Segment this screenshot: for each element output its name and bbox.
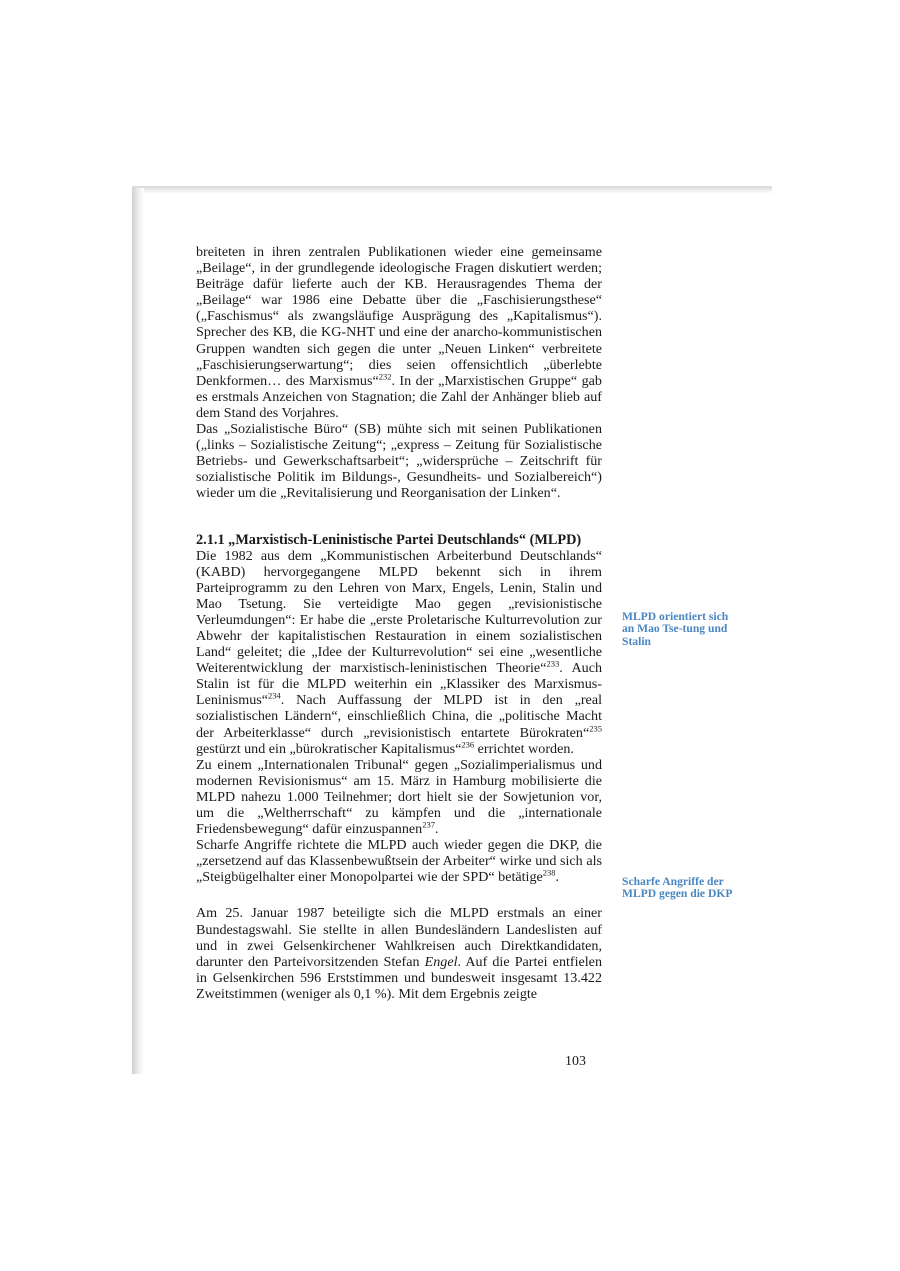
text-run: . In der „Marxistischen Gruppe“ gab es erstmals Anzeichen von Stagnation; die Zahl der Anhänger blieb auf dem Stand des Vorjahres. (196, 372, 602, 421)
text-run: gestürzt und ein „bürokratischer Kapitalismus“ (196, 740, 462, 757)
margin-note-mlpd-mao: MLPD orientiert sich an Mao Tse-tung und Stalin (622, 610, 729, 648)
footnote-marker: 236 (461, 738, 475, 749)
main-text-column (196, 244, 602, 1002)
text-run: Das „Sozialistische Büro“ (SB) mühte sich mit seinen Publikationen („links – Sozialistische Zeitung“; „express – Zeitung für Sozialistische Betriebs- und Gewerkschaftsarbeit“; „widersprüche – Zeitschrift für sozialistische Politik im Bildungs-, Gesundheits- und Sozialbereich“) wieder um die „Revitalisierung und Reorganisation der Linken“. (196, 421, 602, 502)
text-run: Scharfe Angriffe richtete die MLPD auch wieder gegen die DKP, die „zersetzend auf das Klassenbewußtsein der Arbeiter“ wirke und sich als „Steigbügelhalter einer Monopolpartei wie der SPD“ betätige (196, 837, 602, 886)
footnote-marker: 234 (268, 690, 281, 701)
text-run: Zu einem „Internationalen Tribunal“ gegen „Sozialimperialismus und modernen Revisionismus“ am 15. März in Hamburg mobilisierte die MLPD nahezu 1.000 Teilnehmer; dort hielt sie der Sowjetunion vor, um die „Weltherrschaft“ zu kämpfen und die „internationale Friedensbewegung“ dafür einzuspannen (196, 756, 602, 838)
scan-page-edge-top (132, 186, 772, 194)
section-heading: 2.1.1 „Marxistisch-Leninistische Partei Deutschlands“ (MLPD) (196, 531, 582, 548)
text-run: . (434, 821, 439, 838)
page-number: 103 (565, 1054, 586, 1069)
section-paragraph-1 (196, 548, 602, 757)
text-run: Am 25. Januar 1987 beteiligte sich die MLPD erstmals an einer Bundestagswahl. Sie stellte in allen Bundesländern Landeslisten auf und in zwei Gelsenkirchener Wahlkreisen auch Direktkandidaten, darunter den Parteivorsitzenden Stefan (196, 905, 602, 970)
text-run: . Auf die Partei entfielen in Gelsenkirchen 596 Erststimmen und bundesweit insgesamt 13.422 Zweitstimmen (weniger als 0,1 %). Mit dem Ergebnis zeigte (196, 953, 602, 1002)
paragraph-2 (196, 421, 602, 501)
footnote-marker: 233 (546, 658, 560, 669)
text-run: . (555, 869, 560, 886)
text-run: Die 1982 aus dem „Kommunistischen Arbeiterbund Deutschlands“ (KABD) hervorgegangene MLPD bekennt sich in ihrem Parteiprogramm zu den Lehren von Marx, Engels, Lenin, Stalin und Mao Tsetung. Sie verteidigte Mao gegen „revisionistische Verleumdungen“: Er habe die „erste Proletarische Kulturrevolution zur Abwehr der kapitalistischen Restauration in einem sozialistischen Land“ geleitet; die „Idee der Kulturrevolution“ sei eine „wesentliche Weiterentwicklung der marxistisch-leninistischen Theorie“ (196, 547, 602, 677)
footnote-marker: 237 (422, 819, 435, 830)
section-paragraph-4 (196, 905, 602, 1002)
text-run: errichtet worden. (474, 740, 574, 757)
emphasized-name: Engel (424, 953, 458, 970)
text-run: breiteten in ihren zentralen Publikationen wieder eine gemeinsame „Beilage“, in der grundlegende ideologische Fragen diskutiert werden; Beiträge dafür lieferte auch der KB. Herausragendes Thema der „Beilage“ war 1986 eine Debatte über die „Faschisierungsthese“ („Faschismus“ als zwangsläufige Ausprägung des „Kapitalismus“). Sprecher des KB, die KG-NHT und eine der anarcho-kommunistischen Gruppen wandten sich gegen die unter „Neuen Linken“ verbreitete „Faschisierungserwartung“; dies seien offensichtlich „überlebte Denkformen… des Marxismus“ (196, 244, 602, 389)
text-run: . Nach Auffassung der MLPD ist in den „real sozialistischen Ländern“, einschließlich China, die „politische Macht der Arbeiterklasse“ durch „revisionistisch entartete Bürokraten“ (196, 692, 602, 741)
paragraph-1 (196, 244, 602, 421)
section-paragraph-2 (196, 757, 602, 837)
footnote-marker: 235 (589, 722, 602, 733)
footnote-marker: 238 (542, 867, 556, 878)
section-paragraph-3 (196, 837, 602, 885)
text-run: . Auch Stalin ist für die MLPD weiterhin ein „Klassiker des Marxismus-Leninismus“ (196, 660, 602, 709)
scan-page-edge-left (132, 188, 144, 1074)
footnote-marker: 232 (378, 371, 392, 382)
margin-note-mlpd-dkp: Scharfe Angriffe der MLPD gegen die DKP (622, 875, 733, 901)
